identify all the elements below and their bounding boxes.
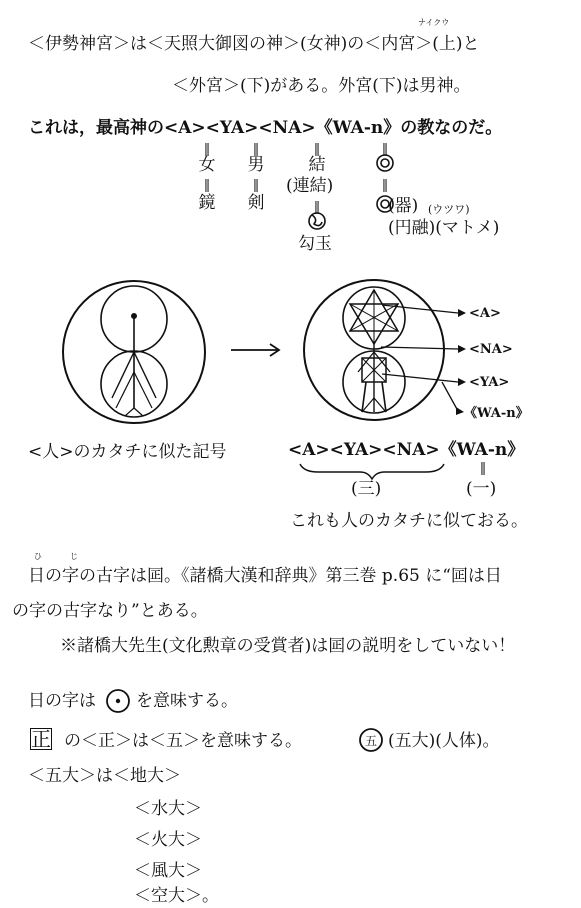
circled-five-char: 五 [364,734,377,748]
col3-word-2: (連結) [286,176,334,196]
equals-mark: ‖ [252,142,260,157]
col4-reading: (ウツワ) [428,203,470,216]
intro-line-1: ＜伊勢神宮＞は＜天照大御図の神＞(女神)の＜内宮＞(上)と [28,34,480,54]
col3-word-1: 結 [308,155,326,175]
kanji-note-line-2: の字の古字なり”とある。 [12,601,208,621]
col1-word-2: 鏡 [198,193,216,213]
figure-label-a: <A> [469,306,501,321]
kanji-note-line-3: ※諸橋大先生(文化勲章の受賞者)は囸の説明をしていない！ [60,636,516,656]
figure-label-wan: 《WA-n》 [464,406,529,421]
hi-suffix: を意味する。 [136,691,238,711]
naiku-ruby: ナイクウ [418,18,450,27]
figure-caption-right: <A><YA><NA>《WA-n》 [288,440,525,460]
equals-mark: ‖ [381,142,389,157]
intro-line-2: ＜外宮＞(下)がある。外宮(下)は男神。 [172,76,471,96]
godai-item-void: ＜空大＞。 [134,886,219,906]
sei-line: の＜正＞は＜五＞を意味する。 [64,731,302,751]
col2-word-1: 男 [247,155,265,175]
equals-mark: ‖ [203,178,211,193]
godai-intro: ＜五大＞は＜地大＞ [28,766,181,786]
godai-item-wind: ＜風大＞ [134,861,202,881]
equals-mark: ‖ [313,200,321,215]
figure-label-ya: <YA> [469,375,510,390]
col4-line-2: (円融)(マトメ) [388,218,500,238]
boxed-sei-char: 正 [31,727,51,751]
single-label: (一) [466,479,497,499]
col2-word-2: 剣 [247,193,265,213]
kanji-note-line-1: 日の字の古字は囸。《諸橋大漢和辞典》第三巻 p.65 に“囸は日 [28,566,502,586]
col1-word-1: 女 [198,155,216,175]
equals-mark: ‖ [381,178,389,193]
equals-mark: ‖ [313,142,321,157]
figure-label-na: <NA> [469,342,513,357]
col4-word-1: (器) [388,196,419,216]
equals-mark: ‖ [252,178,260,193]
godai-item-fire: ＜火大＞ [134,830,202,850]
figure-caption-bottom: これも人のカタチに似ておる。 [290,511,528,531]
sun-circle-dot-icon [107,690,129,712]
col3-word-3: 勾玉 [298,234,332,254]
brace-label: (三) [351,479,382,499]
hi-prefix: 日の字は [28,691,96,711]
ruby-hi: ひ [34,552,42,561]
godai-item-water: ＜水大＞ [134,799,202,819]
ruby-ji: じ [70,552,78,561]
sei-tail: (五大)(人体)。 [388,731,500,751]
equals-mark: ‖ [479,461,487,476]
figure-caption-left: <人>のカタチに似た記号 [28,442,227,462]
equals-mark: ‖ [203,142,211,157]
teaching-line: これは，最高神の<A><YA><NA>《WA-n》の教なのだ。 [28,118,503,138]
